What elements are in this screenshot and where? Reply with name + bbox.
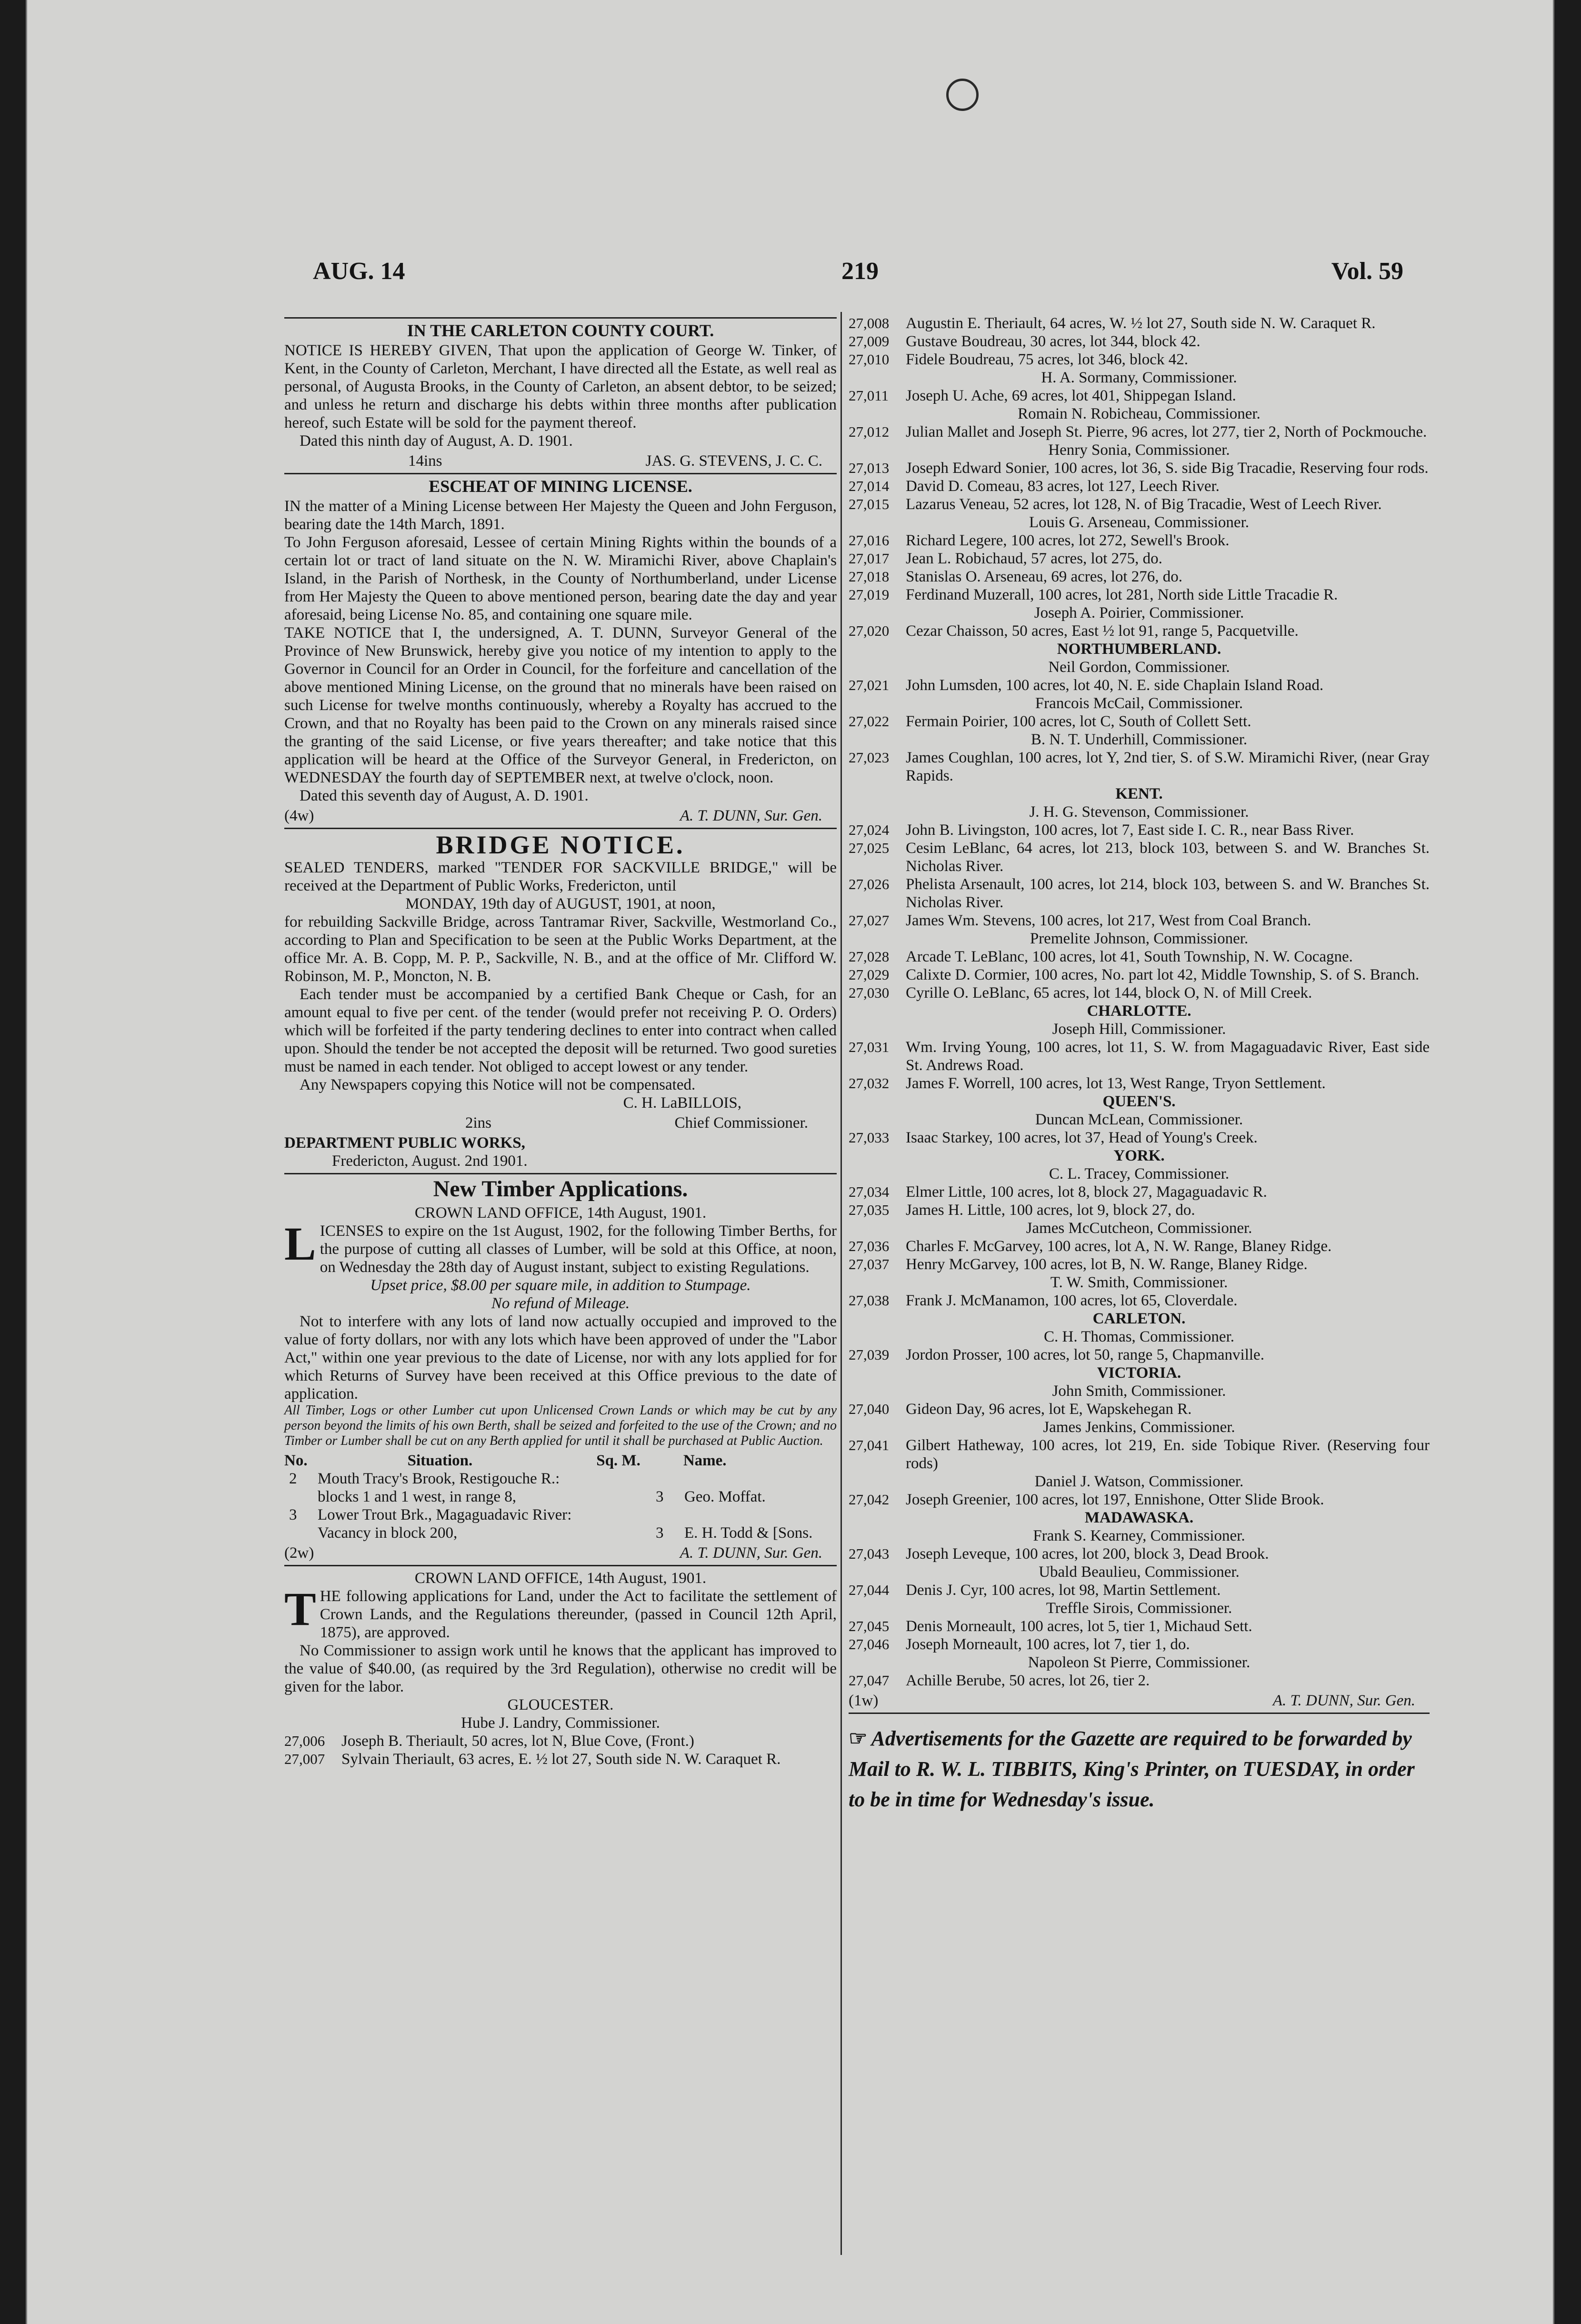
gazette-notice (849, 1723, 1430, 1815)
list-item (284, 1750, 837, 1768)
commissioner: Hube J. Landry, Commissioner. (461, 1714, 660, 1732)
list-item (849, 984, 1430, 1002)
entry-number: 27,025 (849, 840, 890, 856)
list-item (849, 1237, 1430, 1255)
commissioner: James McCutcheon, Commissioner. (1026, 1220, 1252, 1237)
col-name: Name. (683, 1452, 727, 1469)
punch-hole (946, 79, 979, 111)
entry-number: 27,044 (849, 1582, 890, 1598)
entry-number: 27,014 (849, 478, 890, 494)
upset-price: Upset price, $8.00 per square mile, in addition to Stumpage. (370, 1277, 751, 1294)
table-row (284, 1506, 837, 1542)
entry-number: 27,010 (849, 351, 890, 368)
entry-number: 27,042 (849, 1491, 890, 1508)
signature-row (284, 1544, 837, 1562)
col-situation: Situation. (407, 1452, 473, 1469)
entry-text: Ferdinand Muzerall, 100 acres, lot 281, North side Little Tracadie R. (906, 586, 1338, 603)
header-volume: Vol. 59 (1331, 258, 1403, 285)
notice-title: IN THE CARLETON COUNTY COURT. (407, 321, 714, 340)
commissioner: Romain N. Robicheau, Commissioner. (1018, 405, 1261, 422)
list-item (849, 1672, 1430, 1690)
list-item (849, 586, 1430, 604)
table-header (284, 1452, 837, 1470)
notice-matter: IN the matter of a Mining License between Her Majesty the Queen and John Ferguson, bearing date the 14th March, 1891. (284, 498, 837, 533)
notice-body: Not to interfere with any lots of land now actually occupied and improved to the value of forty dollars, nor with any lots which have been approved of under the "Labor Act," within one year previous to the date of License, nor with any lots applied for for which Returns of Survey have been received at this Office previous to the date of application. (284, 1313, 837, 1402)
list-item (849, 477, 1430, 495)
fine-print: All Timber, Logs or other Lumber cut upon Unlicensed Crown Lands or which may be cut by any person beyond the limits of his own Berth, shall be seized and forfeited to the use of the Crown; and no Timber or Lumber shall be cut on any Berth applied for until it shall be purchased at Public Auction. (284, 1403, 837, 1448)
entry-text: Jordon Prosser, 100 acres, lot 50, range 5, Chapmanville. (906, 1346, 1264, 1363)
entry-number: 27,038 (849, 1292, 890, 1309)
entry-text: John Lumsden, 100 acres, lot 40, N. E. side Chaplain Island Road. (906, 677, 1324, 694)
list-item (849, 387, 1430, 405)
entry-text: Cyrille O. LeBlanc, 65 acres, lot 144, block O, N. of Mill Creek. (906, 984, 1312, 1002)
pointing-hand-icon: ☞ (849, 1727, 868, 1750)
cell-no: 3 (289, 1506, 297, 1523)
entry-text: Jean L. Robichaud, 57 acres, lot 275, do. (906, 550, 1162, 567)
entry-number: 27,012 (849, 423, 890, 440)
entry-text: Joseph Leveque, 100 acres, lot 200, block 3, Dead Brook. (906, 1545, 1269, 1563)
county-heading: KENT. (1115, 785, 1163, 802)
entry-number: 27,037 (849, 1256, 890, 1272)
list-item (849, 1581, 1430, 1599)
commissioner: Joseph A. Poirier, Commissioner. (1034, 604, 1244, 621)
gazette-page (26, 0, 1554, 2324)
signature: A. T. DUNN, Sur. Gen. (680, 807, 822, 824)
entry-number: 27,011 (849, 387, 889, 404)
commissioner: T. W. Smith, Commissioner. (1050, 1274, 1228, 1291)
list-item (849, 550, 1430, 568)
entry-number: 27,036 (849, 1238, 890, 1254)
entry-text: Fermain Poirier, 100 acres, lot C, South of Collett Sett. (906, 713, 1251, 730)
table-row (284, 1470, 837, 1506)
list-item (849, 314, 1430, 332)
list-item (849, 423, 1430, 441)
entry-number: 27,016 (849, 532, 890, 549)
entry-text: Denis J. Cyr, 100 acres, lot 98, Martin Settlement. (906, 1582, 1221, 1599)
list-item (849, 495, 1430, 513)
entry-number: 27,033 (849, 1129, 890, 1146)
col-no: No. (284, 1452, 308, 1469)
commissioner: Napoleon St Pierre, Commissioner. (1028, 1654, 1251, 1671)
entry-text: Augustin E. Theriault, 64 acres, W. ½ lot 27, South side N. W. Caraquet R. (906, 315, 1376, 332)
entry-text: Gideon Day, 96 acres, lot E, Wapskehegan R. (906, 1401, 1192, 1418)
entry-text: Denis Morneault, 100 acres, lot 5, tier 1, Michaud Sett. (906, 1618, 1252, 1635)
entry-text: Joseph U. Ache, 69 acres, lot 401, Shippegan Island. (906, 387, 1236, 404)
entry-text: Lazarus Veneau, 52 acres, lot 128, N. of Big Tracadie, West of Leech River. (906, 496, 1382, 513)
entry-text: Phelista Arsenault, 100 acres, lot 214, block 103, between S. and W. Branches St. Nicholas River. (906, 876, 1430, 911)
place-date: Fredericton, August. 2nd 1901. (332, 1152, 528, 1170)
department: DEPARTMENT PUBLIC WORKS, (284, 1134, 525, 1152)
col-sqm: Sq. M. (596, 1452, 640, 1469)
cell-situation: Mouth Tracy's Brook, Restigouche R.: (318, 1470, 560, 1487)
notice-body: NOTICE IS HEREBY GIVEN, That upon the application of George W. Tinker, of Kent, in the County of Carleton, Merchant, I have directed all the Estate, as well real as personal, of Augusta Brooks, in the County of Carleton, an absent debtor, to be seized; and unless he return and discharge his debts within three months after publication hereof, such Estate will be sold for the payment thereof. (284, 342, 837, 431)
entry-text: Achille Berube, 50 acres, lot 26, tier 2. (906, 1672, 1150, 1689)
list-item (849, 839, 1430, 875)
signature-row (284, 1114, 837, 1132)
list-item (849, 1201, 1430, 1219)
timber-applications (284, 1176, 837, 1562)
notice-to: To John Ferguson aforesaid, Lessee of certain Mining Rights within the bounds of a certain lot or tract of land situate on the N. W. Miramichi River, above Chaplain's Island, in the Parish of Northesk, in the County of Northumberland, under License from Her Majesty the Queen to above mentioned person, bearing date the day and year aforesaid, being License No. 85, and containing one square mile. (284, 534, 837, 623)
entry-number: 27,008 (849, 315, 890, 331)
list-item (849, 1129, 1430, 1147)
tender-date: MONDAY, 19th day of AUGUST, 1901, at noon, (405, 895, 716, 912)
signature-row (849, 1692, 1430, 1710)
commissioner: Ubald Beaulieu, Commissioner. (1039, 1563, 1240, 1581)
commissioner: B. N. T. Underhill, Commissioner. (1031, 731, 1248, 748)
commissioner: H. A. Sormany, Commissioner. (1041, 369, 1237, 386)
right-column (849, 314, 1430, 1815)
list-item (849, 1255, 1430, 1273)
entry-number: 27,028 (849, 948, 890, 965)
county-heading: YORK. (1113, 1147, 1165, 1164)
entry-text: James Wm. Stevens, 100 acres, lot 217, West from Coal Branch. (906, 912, 1311, 929)
notice-body: HE following applications for Land, under the Act to facilitate the settlement of Crown Lands, and the Regulations thereunder, (passed in Council 12th April, 1875), are approved. (320, 1588, 837, 1641)
entry-number: 27,021 (849, 677, 890, 693)
commissioner: Treffle Sirois, Commissioner. (1046, 1600, 1232, 1617)
entry-text: James F. Worrell, 100 acres, lot 13, West Range, Tryon Settlement. (906, 1075, 1326, 1092)
entry-text: Joseph Greenier, 100 acres, lot 197, Ennishone, Otter Slide Brook. (906, 1491, 1324, 1508)
entry-number: 27,045 (849, 1618, 890, 1634)
entry-number: 27,023 (849, 749, 890, 766)
list-item (849, 1346, 1430, 1364)
commissioner: C. H. Thomas, Commissioner. (1044, 1328, 1234, 1345)
entry-text: Elmer Little, 100 acres, lot 8, block 27, Magaguadavic R. (906, 1183, 1267, 1201)
list-item (849, 1491, 1430, 1509)
list-item (849, 912, 1430, 930)
entry-text: Isaac Starkey, 100 acres, lot 37, Head of Young's Creek. (906, 1129, 1258, 1146)
entry-text: Joseph Edward Sonier, 100 acres, lot 36, S. side Big Tracadie, Reserving four rods. (906, 460, 1429, 477)
entry-text: Cesim LeBlanc, 64 acres, lot 213, block 103, between S. and W. Branches St. Nicholas River. (906, 840, 1430, 875)
list-item (849, 1074, 1430, 1092)
entry-text: Joseph Morneault, 100 acres, lot 7, tier 1, do. (906, 1636, 1190, 1653)
entry-number: 27,029 (849, 966, 890, 983)
entry-number: 27,041 (849, 1437, 890, 1453)
county-heading: NORTHUMBERLAND. (1057, 641, 1221, 658)
office-dateline: CROWN LAND OFFICE, 14th August, 1901. (414, 1204, 707, 1222)
divider (284, 1173, 837, 1174)
list-item (849, 622, 1430, 640)
entry-number: 27,040 (849, 1401, 890, 1417)
divider (284, 1565, 837, 1566)
entry-number: 27,007 (284, 1751, 325, 1767)
list-item (849, 948, 1430, 966)
divider (284, 317, 837, 319)
notice-dated: Dated this seventh day of August, A. D. 1901. (300, 787, 589, 804)
entry-number: 27,017 (849, 550, 890, 567)
commissioner: C. L. Tracey, Commissioner. (1049, 1165, 1230, 1182)
signer-title: Chief Commissioner. (674, 1114, 808, 1132)
list-item (849, 332, 1430, 351)
list-item (849, 1183, 1430, 1201)
entry-number: 27,035 (849, 1202, 890, 1218)
list-item (849, 749, 1430, 785)
entry-text: Richard Legere, 100 acres, lot 272, Sewell's Brook. (906, 532, 1230, 549)
list-item (849, 1436, 1430, 1473)
entry-number: 27,032 (849, 1075, 890, 1092)
land-entries-list (849, 314, 1430, 1690)
entry-text: Cezar Chaisson, 50 acres, East ½ lot 91, range 5, Pacquetville. (906, 622, 1299, 640)
signature: A. T. DUNN, Sur. Gen. (1272, 1692, 1415, 1709)
commissioner: Joseph Hill, Commissioner. (1052, 1021, 1226, 1038)
notice-body: Each tender must be accompanied by a certified Bank Cheque or Cash, for an amount equal to five per cent. of the tender (would prefer not receiving P. O. Orders) which will be forfeited if the party tendering declines to enter into contract when called upon. Should the tender be not accepted the deposit will be returned. Two good sureties must be named in each tender. Not obliged to accept lowest or any tender. (284, 986, 837, 1075)
column-rule (841, 312, 842, 2255)
entry-text: Fidele Boudreau, 75 acres, lot 346, block 42. (906, 351, 1188, 368)
notice-dated: Dated this ninth day of August, A. D. 1901. (300, 432, 573, 450)
entry-number: 27,030 (849, 984, 890, 1001)
entry-number: 27,019 (849, 586, 890, 603)
county-heading: VICTORIA. (1097, 1364, 1181, 1382)
entry-text: Gustave Boudreau, 30 acres, lot 344, block 42. (906, 333, 1201, 350)
entry-text: Joseph B. Theriault, 50 acres, lot N, Blue Cove, (Front.) (341, 1733, 694, 1750)
entry-number: 27,018 (849, 568, 890, 585)
commissioner: Daniel J. Watson, Commissioner. (1034, 1473, 1244, 1490)
commissioner: Henry Sonia, Commissioner. (1048, 441, 1230, 459)
entry-text: James H. Little, 100 acres, lot 9, block 27, do. (906, 1202, 1195, 1219)
signature: JAS. G. STEVENS, J. C. C. (645, 452, 822, 470)
entry-text: Sylvain Theriault, 63 acres, E. ½ lot 27, South side N. W. Caraquet R. (341, 1751, 781, 1768)
gazette-notice-text: Advertisements for the Gazette are required to be forwarded by Mail to R. W. L. TIBBITS, King's Printer, on TUESDAY, in order to be in time for Wednesday's issue. (849, 1727, 1415, 1811)
notice-body: Any Newspapers copying this Notice will not be compensated. (300, 1076, 696, 1093)
entry-number: 27,034 (849, 1183, 890, 1200)
divider (849, 1713, 1430, 1714)
insertion-count: (1w) (849, 1692, 879, 1709)
list-item (849, 1400, 1430, 1418)
entry-text: David D. Comeau, 83 acres, lot 127, Leech River. (906, 478, 1220, 495)
escheat-notice (284, 477, 837, 825)
divider (284, 473, 837, 474)
notice-title: ESCHEAT OF MINING LICENSE. (429, 477, 692, 496)
commissioner: Neil Gordon, Commissioner. (1048, 659, 1230, 676)
entry-text: Frank J. McManamon, 100 acres, lot 65, Cloverdale. (906, 1292, 1238, 1309)
entry-number: 27,020 (849, 622, 890, 639)
page-header (284, 257, 1403, 290)
header-page-number: 219 (841, 258, 879, 285)
entry-number: 27,031 (849, 1039, 890, 1055)
list-item (284, 1732, 837, 1750)
insertion-count: 2ins (465, 1114, 492, 1132)
entry-number: 27,024 (849, 821, 890, 838)
list-item (849, 568, 1430, 586)
cell-sqm: 3 (656, 1524, 664, 1542)
drop-cap: L (284, 1217, 316, 1270)
county-heading: MADAWASKA. (1084, 1509, 1194, 1526)
carleton-court-notice (284, 321, 837, 470)
list-item (849, 966, 1430, 984)
entry-number: 27,022 (849, 713, 890, 730)
office-dateline: CROWN LAND OFFICE, 14th August, 1901. (414, 1570, 707, 1587)
list-item (849, 531, 1430, 550)
entry-number: 27,006 (284, 1733, 325, 1749)
cell-situation-cont: Vacancy in block 200, (318, 1524, 458, 1542)
left-column (284, 314, 837, 1768)
notice-body: ICENSES to expire on the 1st August, 1902, for the following Timber Berths, for the purpose of cutting all classes of Lumber, will be sold at this Office, at noon, on Wednesday the 28th day of August instant, subject to existing Regulations. (320, 1222, 837, 1276)
entry-number: 27,026 (849, 876, 890, 892)
commissioner: John Smith, Commissioner. (1052, 1382, 1226, 1400)
insertion-count: 14ins (408, 452, 442, 470)
entry-text: Wm. Irving Young, 100 acres, lot 11, S. W. from Magaguadavic River, East side St. Andrews Road. (906, 1039, 1430, 1074)
bridge-notice (284, 831, 837, 1170)
commissioner: Premelite Johnson, Commissioner. (1030, 930, 1249, 947)
list-item (849, 821, 1430, 839)
commissioner: Louis G. Arseneau, Commissioner. (1029, 514, 1249, 531)
notice-body: for rebuilding Sackville Bridge, across Tantramar River, Sackville, Westmorland Co., according to Plan and Specification to be seen at the Public Works Department, at the office Mr. A. B. Copp, M. P. P., Sackville, N. B., and at the office of Mr. Clifford W. Robinson, M. P., Moncton, N. B. (284, 913, 837, 985)
cell-name: E. H. Todd & [Sons. (684, 1524, 813, 1542)
entry-text: Julian Mallet and Joseph St. Pierre, 96 acres, lot 277, tier 2, North of Pockmouche. (906, 423, 1427, 441)
drop-cap: T (284, 1583, 316, 1635)
entry-number: 27,013 (849, 460, 890, 476)
list-item (849, 712, 1430, 731)
insertion-count: (4w) (284, 807, 314, 824)
signature-row (284, 452, 837, 470)
entry-text: John B. Livingston, 100 acres, lot 7, East side I. C. R., near Bass River. (906, 821, 1354, 839)
notice-body: TAKE NOTICE that I, the undersigned, A. T. DUNN, Surveyor General of the Province of New Brunswick, hereby give you notice of my intention to apply to the Governor in Council for an Order in Council, for the forfeiture and cancellation of the above mentioned Mining License, on the ground that no minerals have been raised on such License for twelve months continuously, whereby a Royalty has accrued to the Crown, and that no Royalty has been paid to the Crown on any minerals raised since the granting of the said License, or five years thereafter; and take notice that this application will be heard at the Office of the Surveyor General, in Fredericton, on WEDNESDAY the fourth day of SEPTEMBER next, at twelve o'clock, noon. (284, 624, 837, 786)
county-heading: CHARLOTTE. (1087, 1002, 1191, 1020)
county-heading: GLOUCESTER. (507, 1696, 614, 1713)
signature-row (284, 807, 837, 825)
list-item (849, 1545, 1430, 1563)
list-item (849, 1617, 1430, 1635)
notice-body: SEALED TENDERS, marked "TENDER FOR SACKVILLE BRIDGE," will be received at the Department of Public Works, Fredericton, until (284, 859, 837, 894)
cell-no: 2 (289, 1470, 297, 1487)
list-item (849, 676, 1430, 694)
notice-title: New Timber Applications. (433, 1176, 688, 1202)
entry-text: James Coughlan, 100 acres, lot Y, 2nd tier, S. of S.W. Miramichi River, (near Gray Rapids. (906, 749, 1430, 784)
list-item (849, 459, 1430, 477)
entry-text: Gilbert Hatheway, 100 acres, lot 219, En. side Tobique River. (Reserving four rods) (906, 1437, 1430, 1472)
entry-number: 27,043 (849, 1545, 890, 1562)
list-item (849, 875, 1430, 912)
commissioner: J. H. G. Stevenson, Commissioner. (1029, 803, 1249, 821)
entry-number: 27,027 (849, 912, 890, 929)
entry-number: 27,009 (849, 333, 890, 350)
commissioner: Duncan McLean, Commissioner. (1035, 1111, 1243, 1128)
signer: C. H. LaBILLOIS, (623, 1094, 741, 1112)
insertion-count: (2w) (284, 1544, 314, 1562)
entry-text: Henry McGarvey, 100 acres, lot B, N. W. Range, Blaney Ridge. (906, 1256, 1308, 1273)
entry-text: Stanislas O. Arseneau, 69 acres, lot 276, do. (906, 568, 1183, 585)
commissioner: James Jenkins, Commissioner. (1043, 1419, 1235, 1436)
entry-text: Arcade T. LeBlanc, 100 acres, lot 41, South Township, N. W. Cocagne. (906, 948, 1353, 965)
cell-situation: Lower Trout Brk., Magaguadavic River: (318, 1506, 572, 1523)
entry-text: Calixte D. Cormier, 100 acres, No. part lot 42, Middle Township, S. of S. Branch. (906, 966, 1420, 983)
no-refund: No refund of Mileage. (491, 1295, 630, 1312)
county-heading: QUEEN'S. (1102, 1093, 1176, 1110)
header-date: AUG. 14 (313, 258, 405, 285)
list-item (849, 1292, 1430, 1310)
county-heading: CARLETON. (1092, 1310, 1186, 1327)
entry-text: Charles F. McGarvey, 100 acres, lot A, N. W. Range, Blaney Ridge. (906, 1238, 1332, 1255)
notice-title: BRIDGE NOTICE. (436, 831, 685, 859)
list-item (849, 1635, 1430, 1653)
list-item (849, 1038, 1430, 1074)
cell-situation-cont: blocks 1 and 1 west, in range 8, (318, 1488, 516, 1505)
entry-number: 27,015 (849, 496, 890, 512)
commissioner: Frank S. Kearney, Commissioner. (1033, 1527, 1245, 1544)
signature: A. T. DUNN, Sur. Gen. (680, 1544, 822, 1562)
entry-number: 27,046 (849, 1636, 890, 1653)
divider (284, 828, 837, 829)
cell-sqm: 3 (656, 1488, 664, 1505)
notice-body: No Commissioner to assign work until he knows that the applicant has improved to the value of $40.00, (as required by the 3rd Regulation), otherwise no credit will be given for the labor. (284, 1642, 837, 1695)
commissioner: Francois McCail, Commissioner. (1035, 695, 1243, 712)
list-item (849, 351, 1430, 369)
entry-number: 27,047 (849, 1672, 890, 1689)
cell-name: Geo. Moffat. (684, 1488, 766, 1505)
entry-number: 27,039 (849, 1346, 890, 1363)
land-applications (284, 1569, 837, 1768)
